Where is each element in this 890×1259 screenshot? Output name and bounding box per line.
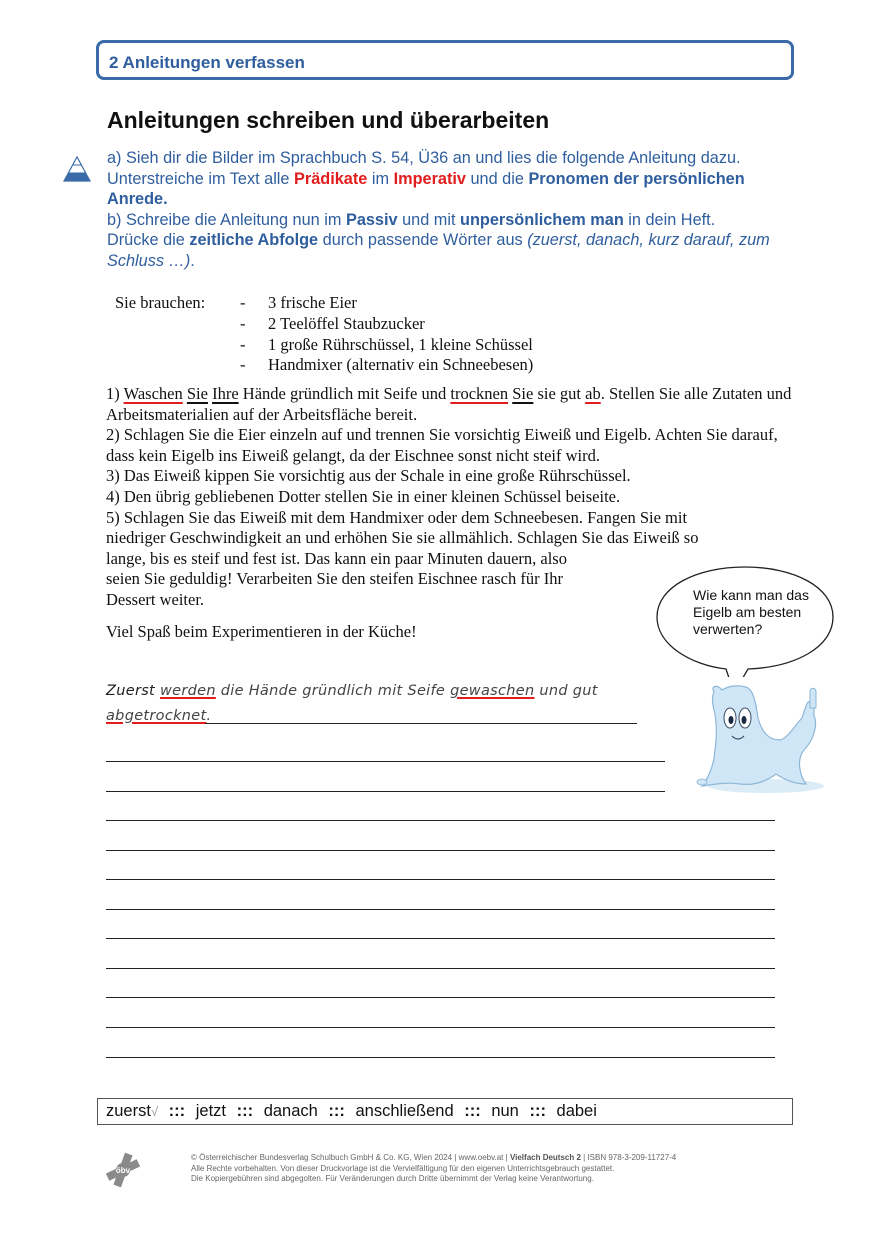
writing-line[interactable]: [106, 761, 665, 762]
task-instructions: a) Sieh dir die Bilder im Sprachbuch S. 54, Ü36 an und lies die folgende Anleitung dazu. Unterstreiche im Text alle Prädikate im Imperativ und die Pronomen der persönlichen Anrede. b) Schreibe die Anleitung nun im Passiv und mit unpersönlichem man in dein Heft. Drücke die zeitliche Abfolge durch passende Wörter aus (zuerst, danach, kurz darauf, zum Schluss …).: [107, 149, 770, 270]
difficulty-level-icon: [63, 156, 91, 182]
writing-line[interactable]: [106, 968, 775, 969]
word-bank: zuerst√ ::: jetzt ::: danach ::: anschließend ::: nun ::: dabei: [97, 1098, 793, 1125]
svg-text:öbv: öbv: [115, 1166, 131, 1175]
keyword-praedikate: Prädikate: [294, 169, 368, 188]
step-4: 4) Den übrig gebliebenen Dotter stellen Sie in einer kleinen Schüssel beiseite.: [106, 486, 621, 506]
writing-line[interactable]: [106, 997, 775, 998]
chapter-title: 2 Anleitungen verfassen: [109, 53, 305, 72]
example-words: (zuerst, danach, kurz darauf, zum Schluss …): [107, 231, 770, 270]
mascot-ghost-icon: [696, 684, 826, 796]
materials-label: Sie brauchen:: [115, 293, 206, 312]
list-item: - 1 große Rührschüssel, 1 kleine Schüssel: [240, 334, 533, 354]
check-icon: √: [150, 1104, 159, 1119]
page-title: Anleitungen schreiben und überarbeiten: [107, 107, 550, 133]
step-5: 5) Schlagen Sie das Eiweiß mit dem Handmixer oder dem Schneebesen. Fangen Sie mit niedriger Geschwindigkeit an und erhöhen Sie sie allmählich. Schlagen Sie das Eiweiß so lange, bis es steif und fest ist. Das kann ein paar Minuten dauern, also seien Sie geduldig! Verarbeiten Sie den steifen Eischnee rasch für Ihr Dessert weiter.: [106, 507, 699, 609]
footer-copyright: © Österreichischer Bundesverlag Schulbuch GmbH & Co. KG, Wien 2024 | www.oebv.at | Vielfach Deutsch 2 | ISBN 978-3-209-11727-4 Alle Rechte vorbehalten. Von dieser Druckvorlage ist die Vervielfältigung für den eigenen Unterrichtsgebrauch gestattet. Die Kopiergebühren sind abgegolten. Für Veränderungen durch Dritte übernimmt der Verlag keine Verantwortung.: [191, 1153, 677, 1183]
list-item: - Handmixer (alternativ ein Schneebesen): [240, 355, 534, 375]
writing-line[interactable]: [106, 909, 775, 910]
closing-line: Viel Spaß beim Experimentieren in der Küche!: [106, 622, 417, 641]
word-bank-item: nun: [491, 1102, 519, 1120]
writing-line[interactable]: [106, 850, 775, 851]
step-1: 1) Waschen Sie Ihre Hände gründlich mit Seife und trocknen Sie sie gut ab. Stellen Sie alle Zutaten und Arbeitsmaterialien auf der Arbeitsfläche bereit.: [106, 384, 792, 424]
keyword-man: unpersönlichem man: [460, 210, 624, 229]
writing-line[interactable]: [106, 879, 775, 880]
word-bank-item: danach: [263, 1102, 318, 1120]
writing-line[interactable]: [106, 791, 665, 792]
handwriting-line-2: abgetrocknet.: [106, 708, 212, 724]
writing-line[interactable]: [106, 938, 775, 939]
step-2: 2) Schlagen Sie die Eier einzeln auf und trennen Sie vorsichtig Eiweiß und Eigelb. Achten Sie darauf, dass kein Eigelb ins Eiweiß gelangt, da der Eischnee sonst nicht steif wird.: [106, 425, 778, 465]
writing-line[interactable]: [205, 723, 637, 724]
keyword-pronomen: Pronomen der persönlichen Anrede.: [107, 169, 745, 209]
keyword-passiv: Passiv: [345, 210, 398, 229]
step-3: 3) Das Eiweiß kippen Sie vorsichtig aus der Schale in eine große Rührschüssel.: [106, 466, 631, 486]
materials-list: [240, 293, 533, 376]
keyword-imperativ: Imperativ: [393, 169, 466, 188]
handwriting-line-1: Zuerst werden die Hände gründlich mit Seife gewaschen und gut: [106, 683, 598, 699]
word-bank-item: zuerst: [106, 1102, 151, 1120]
writing-line[interactable]: [106, 1027, 775, 1028]
word-bank-item: anschließend: [355, 1102, 454, 1120]
word-bank-item: jetzt: [195, 1102, 227, 1120]
word-bank-item: dabei: [556, 1102, 597, 1120]
writing-line[interactable]: [106, 1057, 775, 1058]
list-item: - 3 frische Eier: [240, 293, 357, 312]
speech-bubble-text: Wie kann man das Eigelb am besten verwerten?: [693, 587, 809, 637]
publisher-logo-icon: [105, 1152, 141, 1188]
list-item: - 2 Teelöffel Staubzucker: [240, 313, 425, 333]
writing-line[interactable]: [106, 820, 775, 821]
chapter-header: [96, 40, 794, 80]
keyword-abfolge: zeitliche Abfolge: [189, 231, 319, 250]
